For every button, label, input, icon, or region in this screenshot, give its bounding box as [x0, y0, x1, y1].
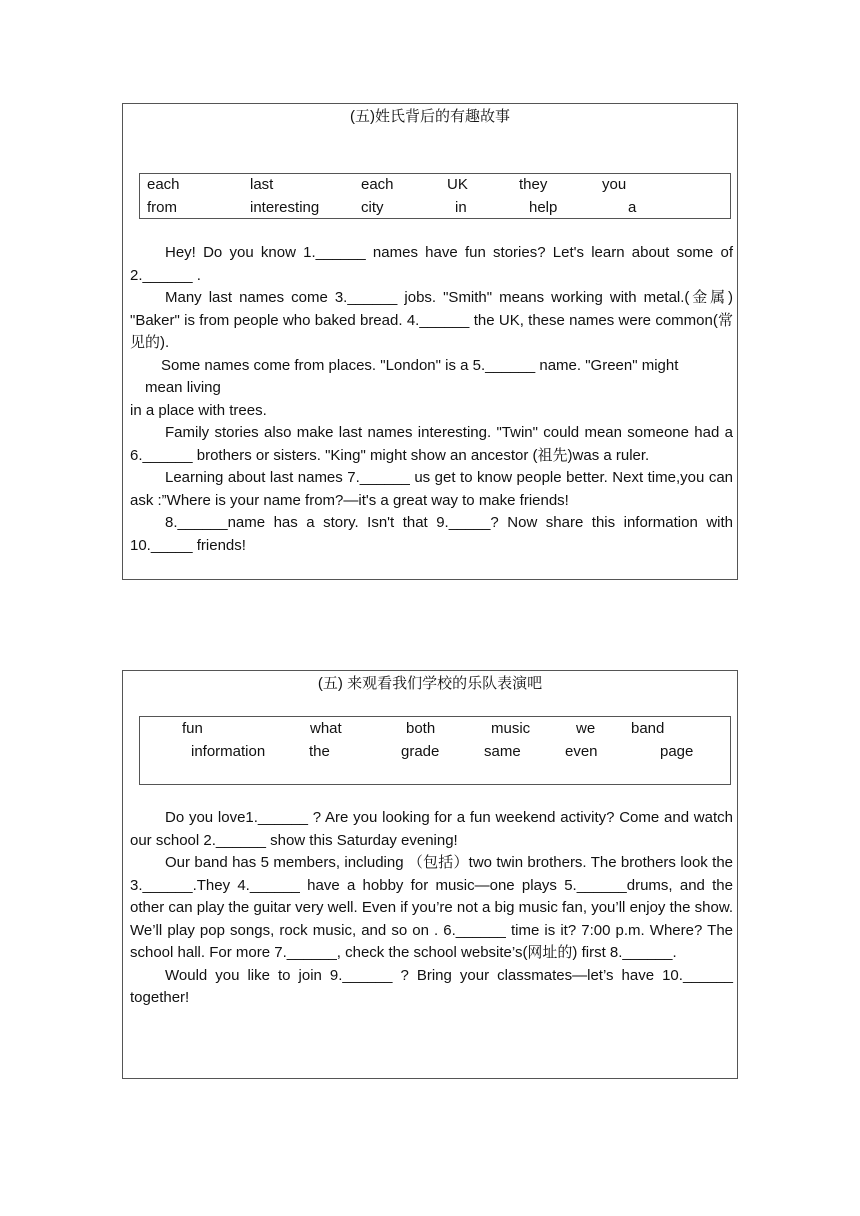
paragraph: Family stories also make last names interesting. "Twin" could mean someone had a 6.______ brothers or sisters. "King" might show an ancestor (祖先)was a ruler. — [130, 424, 733, 464]
section-title: (五)姓氏背后的有趣故事 — [350, 108, 510, 125]
word-bank-item: last — [250, 176, 274, 193]
word-bank-item: a — [628, 199, 637, 216]
word-bank-item: they — [519, 176, 548, 193]
passage — [130, 242, 733, 557]
word-bank-item: what — [310, 720, 342, 737]
paragraph: Hey! Do you know 1.______ names have fun stories? Let's learn about some of 2.______ . — [130, 244, 733, 284]
word-bank-item: each — [361, 176, 394, 193]
word-bank-item: in — [455, 199, 467, 216]
paragraph: Learning about last names 7.______ us get to know people better. Next time,you can ask :”Where is your name from?—it's a great way to make friends! — [130, 469, 733, 509]
word-bank-item: UK — [447, 176, 468, 193]
paragraph: Many last names come 3.______ jobs. "Smith" means working with metal.(金属) "Baker" is from people who baked bread. 4.______ the UK, these names were common(常见的). — [130, 289, 733, 351]
word-bank-item: interesting — [250, 199, 320, 216]
paragraph-line: Some names come from places. "London" is a 5.______ name. "Green" might — [161, 356, 679, 374]
word-bank — [139, 173, 731, 219]
word-bank-item: fun — [182, 720, 203, 737]
paragraph: Our band has 5 members, including （包括）two twin brothers. The brothers look the 3.______.They 4.______ have a hobby for music—one plays 5.______drums, and the other can play the guitar very well. Even if you’re not a big music fan, you’ll enjoy the show. We’ll play pop songs, rock music, and so on . 6.______ time is it? 7:00 p.m. Where? The school hall. For more 7.______, check the school website’s(网址的) first 8.______. — [130, 854, 733, 961]
paragraph: Do you love1.______ ? Are you looking for a fun weekend activity? Come and watch our school 2.______ show this Saturday evening! — [130, 809, 733, 849]
word-bank-item: band — [631, 720, 665, 737]
word-bank-item: both — [406, 720, 436, 737]
exercise-section-surnames — [122, 103, 738, 580]
word-bank-item: we — [576, 720, 596, 737]
word-bank-item: from — [147, 199, 177, 216]
paragraph: in a place with trees. — [130, 401, 267, 419]
word-bank-item: page — [660, 743, 694, 760]
passage — [130, 807, 733, 1010]
word-bank-item: information — [191, 743, 266, 760]
word-bank-item: each — [147, 176, 180, 193]
paragraph-line: mean living — [145, 379, 221, 396]
paragraph: 8.______name has a story. Isn't that 9._____? Now share this information with 10._____ friends! — [130, 514, 733, 554]
paragraph — [130, 355, 733, 400]
section-title: (五) 来观看我们学校的乐队表演吧 — [317, 675, 543, 692]
word-bank-item: you — [602, 176, 627, 193]
paragraph: Would you like to join 9.______ ? Bring your classmates—let’s have 10.______ together! — [130, 966, 733, 1006]
word-bank-item: the — [309, 743, 330, 760]
word-bank-item: even — [565, 743, 598, 760]
word-bank — [139, 716, 731, 785]
word-bank-item: city — [361, 199, 384, 216]
exercise-section-band — [122, 670, 738, 1079]
word-bank-item: grade — [401, 743, 440, 760]
word-bank-item: same — [484, 743, 521, 760]
word-bank-item: help — [529, 199, 558, 216]
word-bank-item: music — [491, 720, 531, 737]
